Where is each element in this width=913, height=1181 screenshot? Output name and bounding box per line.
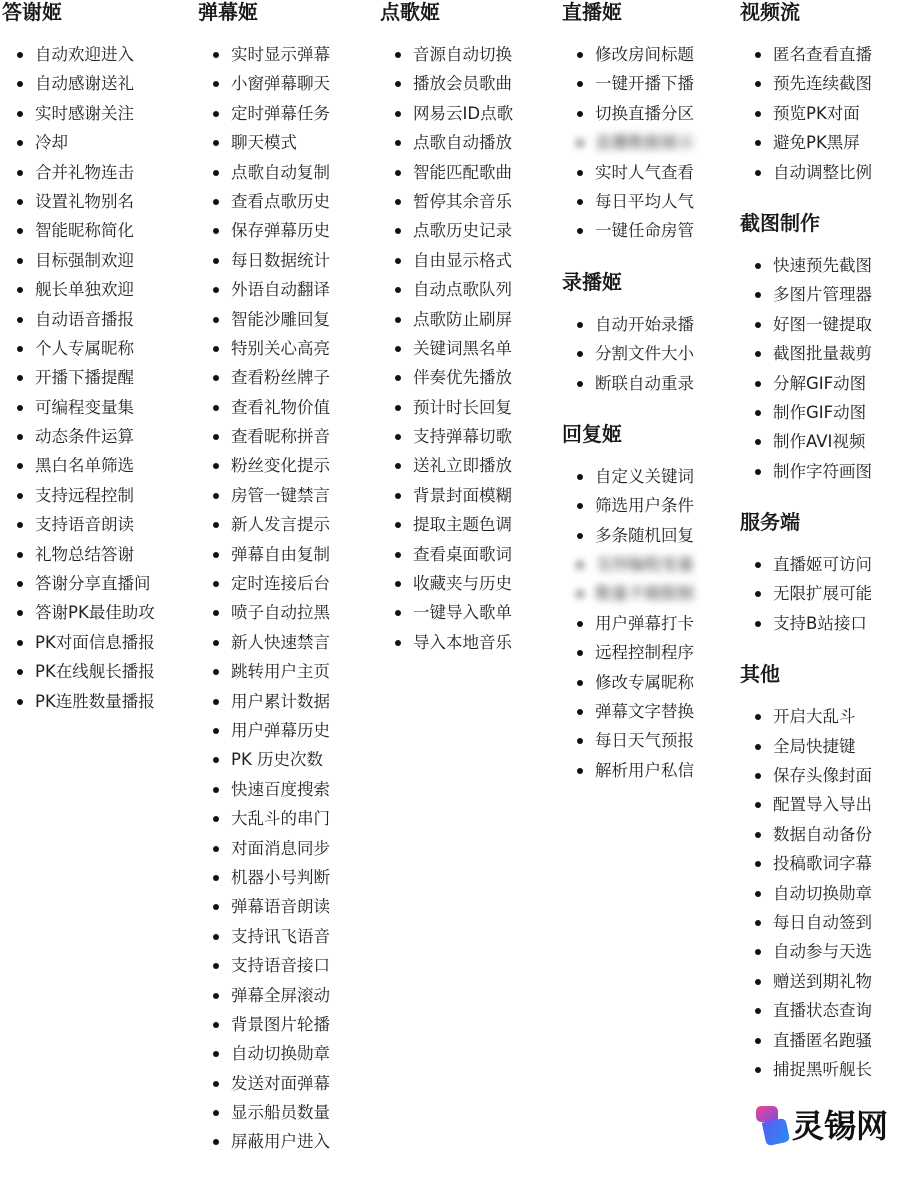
feature-item: 直播姬可访问 [740, 550, 872, 579]
feature-item: 保存头像封面 [740, 761, 872, 790]
feature-item: 查看点歌历史 [198, 187, 330, 216]
feature-item: 数据自动备份 [740, 820, 872, 849]
section-heading: 回复姬 [562, 421, 622, 446]
feature-item: 自动感谢送礼 [2, 69, 155, 98]
feature-item: 远程控制程序 [562, 638, 694, 667]
feature-item: 数量不做限制 [562, 579, 694, 608]
feature-item: 实时人气查看 [562, 158, 694, 187]
watermark-text: 灵锡网 [792, 1107, 889, 1145]
feature-item: 预计时长回复 [380, 393, 513, 422]
section-heading: 录播姬 [562, 269, 622, 294]
feature-item: 用户弹幕历史 [198, 716, 330, 745]
feature-item: 目标强制欢迎 [2, 246, 155, 275]
feature-item: 一键任命房管 [562, 216, 694, 245]
feature-item: 筛选用户条件 [562, 491, 694, 520]
feature-item: 每日自动签到 [740, 908, 872, 937]
feature-item: 制作字符画图 [740, 457, 872, 486]
feature-item: 动态条件运算 [2, 422, 155, 451]
feature-item: 特别关心高亮 [198, 334, 330, 363]
feature-item: 大乱斗的串门 [198, 804, 330, 833]
feature-item: 匿名查看直播 [740, 40, 872, 69]
feature-item: 发送对面弹幕 [198, 1069, 330, 1098]
feature-item: 答谢分享直播间 [2, 569, 155, 598]
feature-item: 送礼立即播放 [380, 451, 513, 480]
feature-item: 自动切换勋章 [740, 879, 872, 908]
feature-item: 显示船员数量 [198, 1098, 330, 1127]
feature-item: 查看昵称拼音 [198, 422, 330, 451]
feature-list [740, 702, 872, 1084]
feature-item: 个人专属昵称 [2, 334, 155, 363]
logo-mark-icon [752, 1104, 792, 1146]
feature-item: 提取主题色调 [380, 510, 513, 539]
section-heading: 直播姬 [562, 0, 622, 24]
feature-item: 用户弹幕打卡 [562, 609, 694, 638]
feature-item: 切换直播分区 [562, 99, 694, 128]
feature-item: 查看桌面歌词 [380, 540, 513, 569]
feature-item: 自动参与天选 [740, 937, 872, 966]
feature-item: 支持语音接口 [198, 951, 330, 980]
feature-item: 赠送到期礼物 [740, 967, 872, 996]
feature-item: 全局快捷键 [740, 732, 872, 761]
feature-item: 修改房间标题 [562, 40, 694, 69]
feature-item: PK在线舰长播报 [2, 657, 155, 686]
feature-item: 新人快速禁言 [198, 628, 330, 657]
feature-column [740, 0, 872, 1108]
feature-item: 支持语音朗读 [2, 510, 155, 539]
feature-item: 开播下播提醒 [2, 363, 155, 392]
section-heading: 视频流 [740, 0, 800, 24]
feature-item: 无限扩展可能 [740, 579, 872, 608]
feature-list [198, 40, 330, 1157]
feature-item: 支持弹幕切歌 [380, 422, 513, 451]
feature-item: 点歌自动播放 [380, 128, 513, 157]
feature-item: 查看礼物价值 [198, 393, 330, 422]
section-heading: 其他 [740, 662, 780, 687]
feature-item: 一键开播下播 [562, 69, 694, 98]
feature-item: 用户累计数据 [198, 687, 330, 716]
feature-item: 弹幕语音朗读 [198, 892, 330, 921]
feature-item: 实时显示弹幕 [198, 40, 330, 69]
feature-column [2, 0, 155, 740]
feature-item: 黑白名单筛选 [2, 451, 155, 480]
feature-item: 定时连接后台 [198, 569, 330, 598]
feature-item: 礼物总结答谢 [2, 540, 155, 569]
feature-item: 弹幕自由复制 [198, 540, 330, 569]
feature-item: 自动调整比例 [740, 158, 872, 187]
feature-column [198, 0, 330, 1181]
feature-item: PK对面信息播报 [2, 628, 155, 657]
feature-item: 对面消息同步 [198, 834, 330, 863]
feature-column [562, 0, 694, 809]
feature-item: 捕捉黑听舰长 [740, 1055, 872, 1084]
feature-item: 关键词黑名单 [380, 334, 513, 363]
feature-item: 自定义关键词 [562, 462, 694, 491]
feature-item: 自动点歌队列 [380, 275, 513, 304]
feature-item: 自动欢迎进入 [2, 40, 155, 69]
feature-item: 小窗弹幕聊天 [198, 69, 330, 98]
feature-item: 设置礼物别名 [2, 187, 155, 216]
feature-item: 外语自动翻译 [198, 275, 330, 304]
feature-item: 投稿歌词字幕 [740, 849, 872, 878]
feature-item: 直播状态查询 [740, 996, 872, 1025]
feature-item: 新人发言提示 [198, 510, 330, 539]
feature-item: 多图片管理器 [740, 280, 872, 309]
feature-item: 伴奏优先播放 [380, 363, 513, 392]
feature-item: 播放会员歌曲 [380, 69, 513, 98]
feature-list [740, 550, 872, 638]
feature-item: 背景图片轮播 [198, 1010, 330, 1039]
feature-item: 自动开始录播 [562, 310, 694, 339]
feature-item: 弹幕全屏滚动 [198, 981, 330, 1010]
feature-item: 冷却 [2, 128, 155, 157]
feature-list [740, 251, 872, 486]
feature-item: 实时感谢关注 [2, 99, 155, 128]
feature-item: 智能匹配歌曲 [380, 158, 513, 187]
feature-item: 修改专属昵称 [562, 668, 694, 697]
feature-item: 屏蔽用户进入 [198, 1127, 330, 1156]
section-heading: 截图制作 [740, 210, 820, 235]
feature-item: PK 历史次数 [198, 745, 330, 774]
feature-item: 粉丝变化提示 [198, 451, 330, 480]
feature-item: 自动切换勋章 [198, 1039, 330, 1068]
feature-item: 智能昵称简化 [2, 216, 155, 245]
section-heading: 答谢姬 [2, 0, 62, 24]
feature-item: 开启大乱斗 [740, 702, 872, 731]
feature-item: 好图一键提取 [740, 310, 872, 339]
feature-item: 直播匿名跑骚 [740, 1026, 872, 1055]
feature-item: 截图批量裁剪 [740, 339, 872, 368]
feature-item: 背景封面模糊 [380, 481, 513, 510]
feature-item: 舰长单独欢迎 [2, 275, 155, 304]
feature-item: 快速百度搜索 [198, 775, 330, 804]
feature-item: 喷子自动拉黑 [198, 598, 330, 627]
feature-item: 每日数据统计 [198, 246, 330, 275]
section-heading: 服务端 [740, 510, 800, 535]
feature-item: 一键导入歌单 [380, 598, 513, 627]
feature-list [562, 40, 694, 246]
feature-item: 答谢PK最佳助攻 [2, 598, 155, 627]
feature-item: 智能沙雕回复 [198, 305, 330, 334]
feature-item: 房管一键禁言 [198, 481, 330, 510]
feature-item: 导入本地音乐 [380, 628, 513, 657]
feature-item: 制作GIF动图 [740, 398, 872, 427]
feature-item: 机器小号判断 [198, 863, 330, 892]
feature-item: 支持B站接口 [740, 609, 872, 638]
feature-item: 音源自动切换 [380, 40, 513, 69]
feature-item: 每日天气预报 [562, 726, 694, 755]
feature-item: 预先连续截图 [740, 69, 872, 98]
feature-item: 自动语音播报 [2, 305, 155, 334]
feature-item: 定时弹幕任务 [198, 99, 330, 128]
feature-item: 快速预先截图 [740, 251, 872, 280]
feature-item: PK连胜数量播报 [2, 687, 155, 716]
feature-item: 解析用户私信 [562, 756, 694, 785]
feature-item: 保存弹幕历史 [198, 216, 330, 245]
feature-item: 点歌历史记录 [380, 216, 513, 245]
feature-item: 自由显示格式 [380, 246, 513, 275]
feature-item: 暂停其余音乐 [380, 187, 513, 216]
feature-item: 可编程变量集 [2, 393, 155, 422]
feature-list [740, 40, 872, 187]
feature-item: 配置导入导出 [740, 790, 872, 819]
feature-item: 聊天模式 [198, 128, 330, 157]
feature-column [380, 0, 513, 681]
feature-list [2, 40, 155, 716]
feature-item: 支持远程控制 [2, 481, 155, 510]
feature-item: 支持编程变量 [562, 550, 694, 579]
feature-item: 每日平均人气 [562, 187, 694, 216]
feature-item: 点歌自动复制 [198, 158, 330, 187]
feature-list [380, 40, 513, 657]
feature-item: 直播数据展示 [562, 128, 694, 157]
feature-item: 弹幕文字替换 [562, 697, 694, 726]
feature-item: 分割文件大小 [562, 339, 694, 368]
feature-item: 查看粉丝牌子 [198, 363, 330, 392]
feature-item: 点歌防止刷屏 [380, 305, 513, 334]
section-heading: 弹幕姬 [198, 0, 258, 24]
watermark-logo [752, 1104, 902, 1148]
feature-item: 收藏夹与历史 [380, 569, 513, 598]
feature-item: 预览PK对面 [740, 99, 872, 128]
feature-item: 网易云ID点歌 [380, 99, 513, 128]
feature-item: 支持讯飞语音 [198, 922, 330, 951]
feature-item: 避免PK黑屏 [740, 128, 872, 157]
feature-item: 跳转用户主页 [198, 657, 330, 686]
feature-list [562, 462, 694, 785]
feature-item: 多条随机回复 [562, 521, 694, 550]
feature-item: 制作AVI视频 [740, 427, 872, 456]
feature-item: 断联自动重录 [562, 369, 694, 398]
feature-list [562, 310, 694, 398]
feature-item: 合并礼物连击 [2, 158, 155, 187]
section-heading: 点歌姬 [380, 0, 440, 24]
feature-item: 分解GIF动图 [740, 369, 872, 398]
